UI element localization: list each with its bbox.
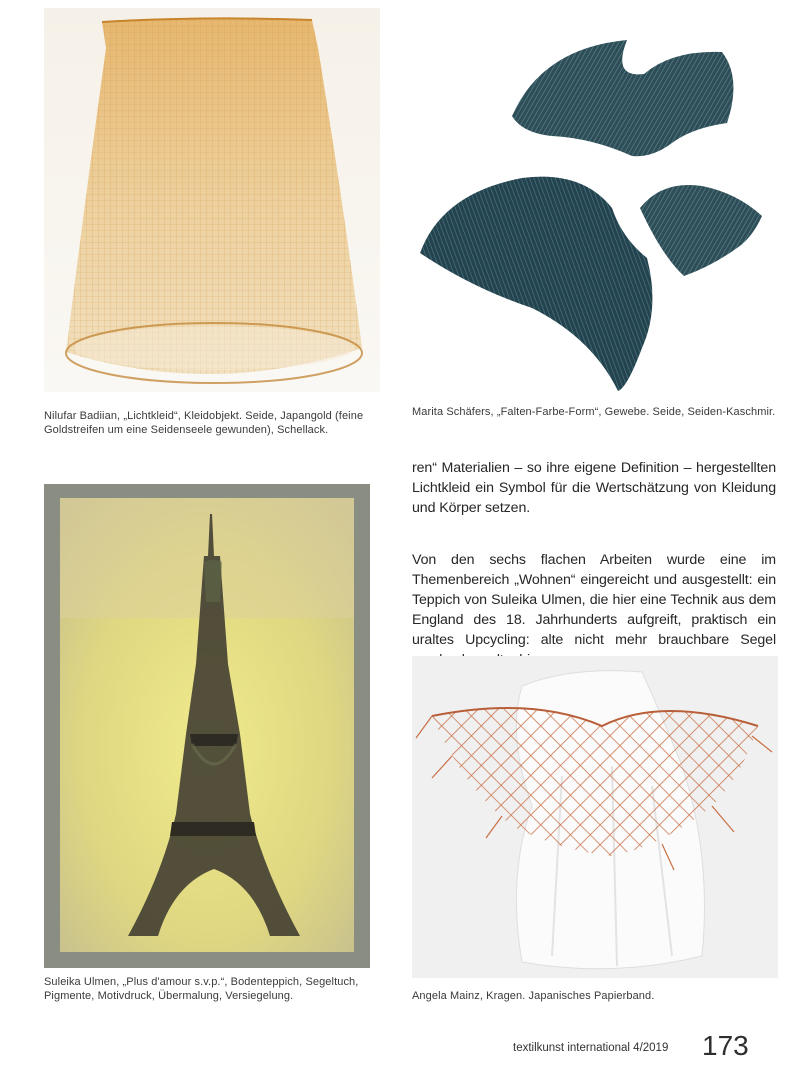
footer-publication: textilkunst international 4/2019 xyxy=(513,1042,669,1054)
folds-illustration xyxy=(412,8,772,392)
page-number: 173 xyxy=(702,1030,749,1061)
body-paragraph-1: ren“ Materialien – so ihre eigene Definition – hergestellten Lichtkleid ein Symbol für die Wertschätzung von Kleidung und Körper setzen. xyxy=(412,460,776,516)
photo-kragen xyxy=(412,656,778,978)
photo-falten-farbe-form xyxy=(412,8,772,392)
caption-falten-farbe-form: Marita Schäfers, „Falten-Farbe-Form“, Gewebe. Seide, Seiden-Kaschmir. xyxy=(412,406,776,418)
caption-lichtkleid: Nilufar Badiian, „Lichtkleid“, Kleidobjekt. Seide, Japangold (feine Goldstreifen um eine Seidenseele gewunden), Schellack. xyxy=(44,410,364,436)
collar-illustration xyxy=(412,656,778,978)
photo-lichtkleid xyxy=(44,8,380,392)
body-paragraph-2: Von den sechs flachen Arbeiten wurde eine im Themenbereich „Wohnen“ eingereicht und ausgestellt: ein Teppich von Suleika Ulmen, die hier eine Technik aus dem England des 18. Jahrhunderts aufgreift, praktisch ein uraltes Upcycling: alte nicht mehr brauchbare Segel xyxy=(412,552,776,648)
caption-kragen: Angela Mainz, Kragen. Japanisches Papierband. xyxy=(412,990,655,1002)
caption-plus-damour: Suleika Ulmen, „Plus d'amour s.v.p.“, Bodenteppich, Segeltuch, Pigmente, Motivdruck, Übermalung, Versiegelung. xyxy=(44,976,359,1002)
carpet-illustration xyxy=(44,484,370,968)
photo-plus-damour-carpet xyxy=(44,484,370,968)
dress-illustration xyxy=(44,8,380,392)
